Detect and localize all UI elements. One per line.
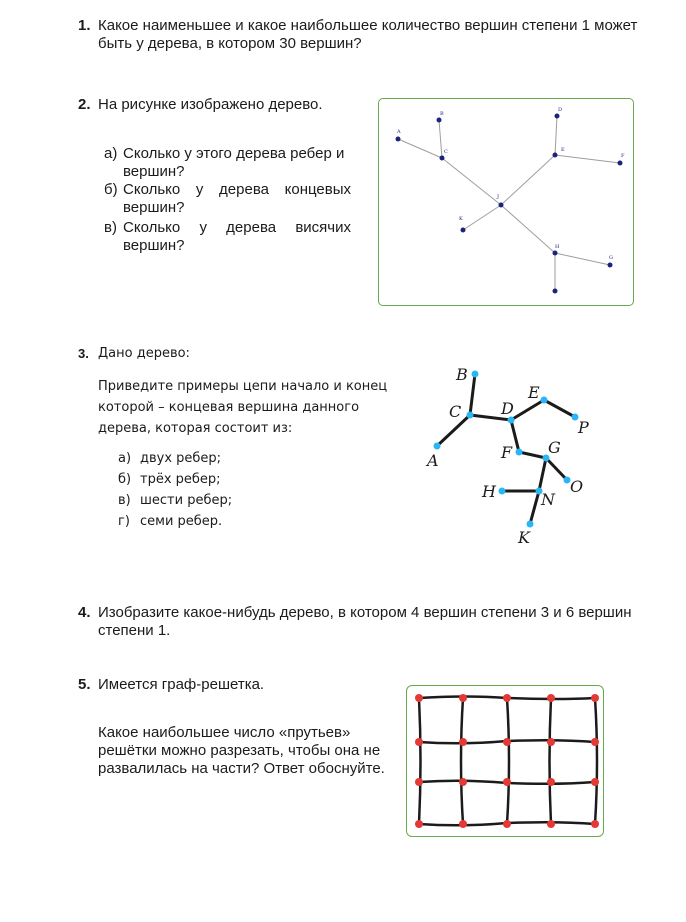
grid-node bbox=[591, 738, 599, 746]
q4-number: 4. bbox=[78, 604, 91, 621]
grid-node bbox=[591, 694, 599, 702]
tree3-node-f bbox=[516, 449, 523, 456]
tree2-node-h bbox=[553, 251, 558, 256]
tree2-label-a: A bbox=[397, 129, 401, 135]
tree2-label-b: B bbox=[440, 111, 444, 117]
grid-node bbox=[415, 778, 423, 786]
grid-node bbox=[503, 738, 511, 746]
q3-item-label: г) bbox=[118, 514, 130, 529]
q2-item-label: б) bbox=[104, 181, 118, 198]
tree2-node-d bbox=[555, 114, 560, 119]
tree3-label-g: G bbox=[548, 438, 561, 457]
q2-item-text: Сколько у этого дерева ребер и вершин? bbox=[123, 145, 345, 180]
q3-title: Дано дерево: bbox=[98, 346, 190, 361]
q2-tree-diagram bbox=[379, 99, 633, 305]
grid-node bbox=[415, 694, 423, 702]
tree2-node-e bbox=[553, 153, 558, 158]
grid-node bbox=[503, 694, 511, 702]
tree3-label-d: D bbox=[501, 399, 514, 418]
tree2-label-g: G bbox=[609, 255, 613, 261]
grid-node bbox=[459, 820, 467, 828]
tree2-node-c bbox=[440, 156, 445, 161]
q3-item-text: трёх ребер; bbox=[140, 472, 221, 487]
grid-node bbox=[459, 738, 467, 746]
tree2-label-d: D bbox=[558, 107, 563, 113]
q3-text: Приведите примеры цепи начало и конец которой – концевая вершина данного дерева, которая состоит из: bbox=[98, 379, 388, 436]
tree2-node-bottom bbox=[553, 289, 558, 294]
q3-number: 3. bbox=[78, 346, 89, 361]
tree2-label-j: J bbox=[497, 194, 500, 200]
q3-item-label: в) bbox=[118, 493, 131, 508]
q2-figure-frame bbox=[378, 98, 634, 306]
grid-node bbox=[459, 694, 467, 702]
tree2-label-e: E bbox=[561, 147, 565, 153]
q1-text: Какое наименьшее и какое наибольшее количество вершин степени 1 может быть у дерева, в котором 30 вершин? bbox=[98, 17, 638, 52]
tree2-node-f bbox=[618, 161, 623, 166]
tree3-label-a: A bbox=[427, 451, 439, 470]
tree3-node-c bbox=[467, 412, 474, 419]
tree3-label-c: C bbox=[449, 402, 462, 421]
tree2-label-c: C bbox=[444, 149, 448, 155]
grid-node bbox=[503, 820, 511, 828]
grid-node bbox=[547, 820, 555, 828]
tree3-label-o: O bbox=[570, 477, 584, 496]
grid-node bbox=[415, 738, 423, 746]
tree2-node-g bbox=[608, 263, 613, 268]
tree2-node-b bbox=[437, 118, 442, 123]
tree2-label-f: F bbox=[621, 153, 625, 159]
grid-node bbox=[547, 738, 555, 746]
q5-grid-diagram bbox=[407, 686, 603, 836]
q3-item-text: шести ребер; bbox=[140, 493, 233, 508]
grid-node bbox=[503, 778, 511, 786]
tree3-label-p: P bbox=[578, 418, 589, 437]
q2-item-label: в) bbox=[104, 219, 117, 236]
tree3-label-b: B bbox=[456, 365, 468, 384]
tree3-node-h bbox=[499, 488, 506, 495]
q3-item-text: двух ребер; bbox=[140, 451, 222, 466]
grid-node bbox=[591, 778, 599, 786]
grid-node bbox=[415, 820, 423, 828]
q1-number: 1. bbox=[78, 17, 91, 34]
q5-text: Имеется граф-решетка. bbox=[98, 676, 265, 693]
tree3-node-k bbox=[527, 521, 534, 528]
q2-number: 2. bbox=[78, 96, 91, 113]
tree2-node-k bbox=[461, 228, 466, 233]
q2-item-a bbox=[104, 145, 352, 181]
tree3-label-f: F bbox=[501, 443, 513, 462]
tree3-node-e bbox=[541, 397, 548, 404]
tree2-node-j bbox=[499, 203, 504, 208]
q3-item-text: семи ребер. bbox=[140, 514, 223, 529]
tree2-node-a bbox=[396, 137, 401, 142]
q2-item-label: а) bbox=[104, 145, 118, 162]
grid-node bbox=[547, 778, 555, 786]
q2-item-c bbox=[104, 219, 352, 255]
tree3-label-e: E bbox=[528, 383, 540, 402]
tree2-label-k: K bbox=[459, 216, 463, 222]
q2-text: На рисунке изображено дерево. bbox=[98, 96, 323, 113]
tree3-node-b bbox=[472, 371, 479, 378]
tree3-label-n: N bbox=[541, 490, 555, 509]
grid-node bbox=[591, 820, 599, 828]
q2-item-text: Сколько у дерева висячих вершин? bbox=[123, 219, 351, 254]
grid-node bbox=[547, 694, 555, 702]
tree2-label-h: H bbox=[555, 244, 560, 250]
tree3-label-k: K bbox=[518, 528, 530, 547]
q5-question: Какое наибольшее число «прутьев» решётки можно разрезать, чтобы она не развалилась на части? Ответ обоснуйте. bbox=[98, 724, 385, 777]
q4-text: Изобразите какое-нибудь дерево, в котором 4 вершин степени 3 и 6 вершин степени 1. bbox=[98, 604, 632, 639]
q3-item-label: б) bbox=[118, 472, 132, 487]
tree3-node-a bbox=[434, 443, 441, 450]
q2-item-b bbox=[104, 181, 352, 217]
q2-item-text: Сколько у дерева концевых вершин? bbox=[123, 181, 351, 216]
q3-tree-diagram bbox=[415, 360, 615, 550]
tree3-label-h: H bbox=[482, 482, 496, 501]
q3-item-label: а) bbox=[118, 451, 132, 466]
q5-number: 5. bbox=[78, 676, 91, 693]
grid-node bbox=[459, 778, 467, 786]
q5-figure-frame bbox=[406, 685, 604, 837]
